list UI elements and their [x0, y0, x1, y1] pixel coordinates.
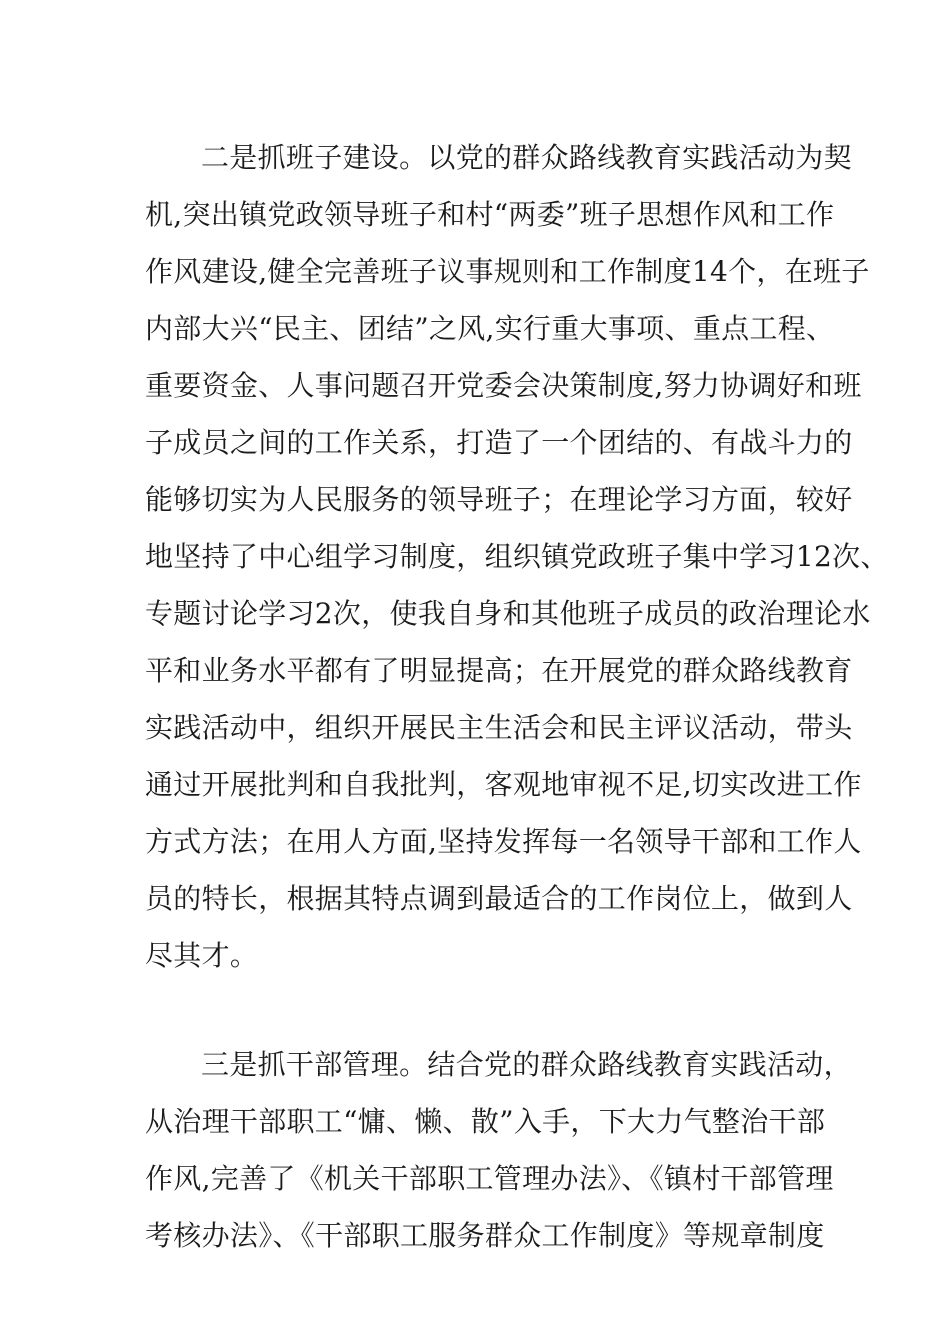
text-line: 平和业务水平都有了明显提高；在开展党的群众路线教育: [145, 654, 853, 687]
text-line: 作风建设,健全完善班子议事规则和工作制度14个，在班子: [145, 255, 870, 288]
text-line: 二是抓班子建设。以党的群众路线教育实践活动为契: [201, 141, 852, 174]
text-line: 重要资金、人事问题召开党委会决策制度,努力协调好和班: [145, 369, 862, 402]
text-line: 实践活动中，组织开展民主生活会和民主评议活动，带头: [145, 711, 853, 744]
text-line: 机,突出镇党政领导班子和村“两委”班子思想作风和工作: [145, 198, 835, 231]
text-line: 内部大兴“民主、团结”之风,实行重大事项、重点工程、: [145, 312, 835, 345]
text-line: 专题讨论学习2次，使我自身和其他班子成员的政治理论水: [145, 597, 871, 630]
text-line: 三是抓干部管理。结合党的群众路线教育实践活动，: [201, 1048, 852, 1081]
text-line: 能够切实为人民服务的领导班子；在理论学习方面，较好: [145, 483, 853, 516]
paragraph-cadre-management: [145, 1036, 852, 1264]
text-line: 作风,完善了《机关干部职工管理办法》、《镇村干部管理: [145, 1162, 834, 1195]
text-line: 尽其才。: [145, 939, 259, 972]
text-line: 从治理干部职工“慵、懒、散”入手，下大力气整治干部: [145, 1105, 826, 1138]
paragraph-team-building: [145, 129, 889, 984]
text-line: 地坚持了中心组学习制度，组织镇党政班子集中学习12次、: [145, 540, 889, 573]
text-line: 方式方法；在用人方面,坚持发挥每一名领导干部和工作人: [145, 825, 862, 858]
text-line: 通过开展批判和自我批判，客观地审视不足,切实改进工作: [145, 768, 862, 801]
text-line: 考核办法》、《干部职工服务群众工作制度》等规章制度: [145, 1219, 825, 1252]
text-line: 子成员之间的工作关系，打造了一个团结的、有战斗力的: [145, 426, 853, 459]
text-line: 员的特长，根据其特点调到最适合的工作岗位上，做到人: [145, 882, 853, 915]
